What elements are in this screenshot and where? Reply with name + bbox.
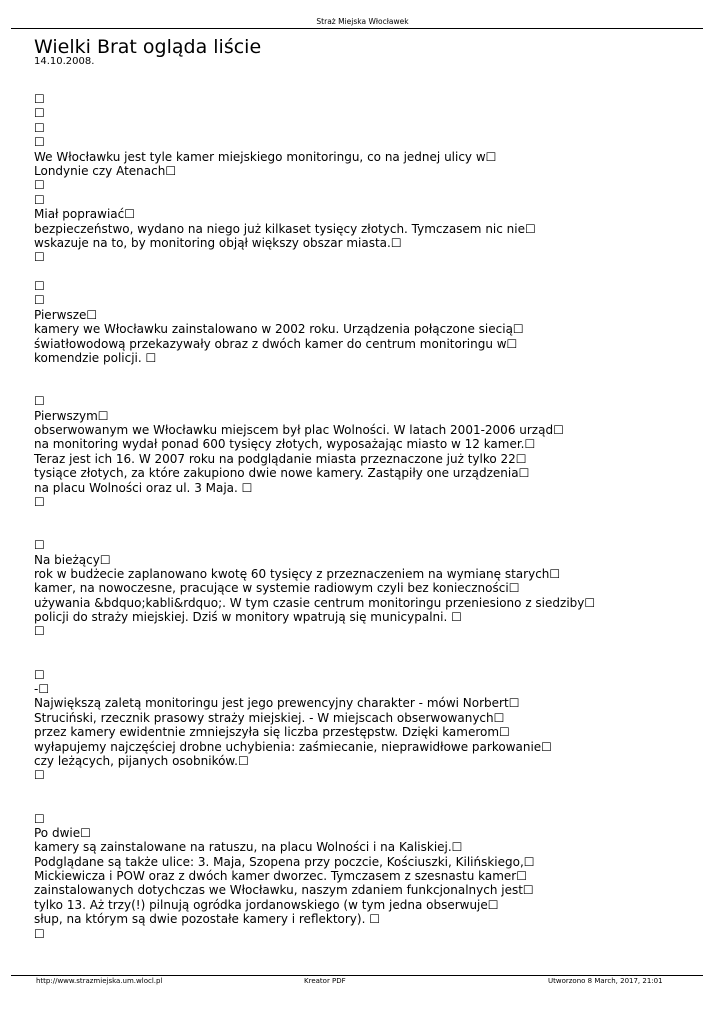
body-line: komendzie policji. ☐ [34,351,157,366]
body-line [34,653,704,667]
body-line: ☐ [34,811,45,826]
body-line: ☐ [34,250,45,265]
body-line: światłowodową przekazywały obraz z dwóch kamer do centrum monitoringu w☐ [34,336,518,351]
body-line: ☐ [34,394,45,409]
body-line: -☐ [34,682,50,697]
footer-url-link[interactable]: http://www.strazmiejska.um.wlocl.pl [36,977,163,985]
body-line: kamery są zainstalowane na ratuszu, na placu Wolności i na Kaliskiej.☐ [34,840,463,855]
body-line: tylko 13. Aż trzy(!) pilnują ogródka jordanowskiego (w tym jedna obserwuje☐ [34,897,499,912]
body-line: wyłapujemy najczęściej drobne uchybienia: zaśmiecanie, nieprawidłowe parkowanie☐ [34,739,552,754]
body-line: Struciński, rzecznik prasowy straży miejskiej. - W miejscach obserwowanych☐ [34,710,505,725]
body-line [34,783,704,797]
body-line [34,639,704,653]
body-line: Teraz jest ich 16. W 2007 roku na podglądanie miasta przeznaczone już tylko 22☐ [34,451,527,466]
body-line: ☐ [34,279,45,294]
article-date: 14.10.2008. [34,56,95,67]
body-line: Londynie czy Atenach☐ [34,163,177,178]
body-line: ☐ [34,192,45,207]
body-line: Największą zaletą monitoringu jest jego prewencyjny charakter - mówi Norbert☐ [34,696,520,711]
footer-creator: Kreator PDF [304,977,346,985]
body-line: ☐ [34,92,45,106]
body-line [34,524,704,538]
body-line: ☐ [34,667,45,682]
body-line: zainstalowanych dotychczas we Włocławku, naszym zdaniem funkcjonalnych jest☐ [34,883,534,898]
footer-created-date: Utworzono 8 March, 2017, 21:01 [548,977,663,985]
body-line: ☐ [34,293,45,308]
body-line: ☐ [34,624,45,639]
body-line: policji do straży miejskiej. Dziś w monitory wpatrują się municypalni. ☐ [34,610,462,625]
body-line: przez kamery ewidentnie zmniejszyła się liczba przestępstw. Dzięki kamerom☐ [34,725,510,740]
body-line: Podglądane są także ulice: 3. Maja, Szopena przy poczcie, Kościuszki, Kilińskiego,☐ [34,854,535,869]
header-divider [11,28,703,29]
body-line [34,365,704,379]
body-line: ☐ [34,768,45,783]
body-line: Po dwie☐ [34,825,91,840]
footer-divider [11,975,703,976]
body-line: Pierwszym☐ [34,408,109,423]
body-line: ☐ [34,106,45,121]
site-header: Straż Miejska Włocławek [316,17,409,26]
body-line: czy leżących, pijanych osobników.☐ [34,753,249,768]
article-body [34,92,704,941]
body-line: używania &bdquo;kabli&rdquo;. W tym czasie centrum monitoringu przeniesiono z siedziby☐ [34,595,596,610]
body-line: Na bieżący☐ [34,552,111,567]
body-line: kamer, na nowoczesne, pracujące w systemie radiowym czyli bez konieczności☐ [34,581,520,596]
body-line: ☐ [34,538,45,553]
body-line: We Włocławku jest tyle kamer miejskiego monitoringu, co na jednej ulicy w☐ [34,149,497,164]
body-line: słup, na którym są dwie pozostałe kamery i reflektory). ☐ [34,912,380,927]
body-line: Miał poprawiać☐ [34,207,135,222]
body-line: na monitoring wydał ponad 600 tysięcy złotych, wyposażając miasto w 12 kamer.☐ [34,437,536,452]
body-line: Pierwsze☐ [34,307,98,322]
body-line: tysiące złotych, za które zakupiono dwie nowe kamery. Zastąpiły one urządzenia☐ [34,466,530,481]
body-line: ☐ [34,135,45,150]
body-line: Mickiewicza i POW oraz z dwóch kamer dworzec. Tymczasem z szesnastu kamer☐ [34,869,527,884]
body-line: ☐ [34,178,45,193]
body-line [34,265,704,279]
article-title: Wielki Brat ogląda liście [34,36,262,58]
body-line: wskazuje na to, by monitoring objął większy obszar miasta.☐ [34,235,402,250]
body-line [34,380,704,394]
body-line [34,509,704,523]
body-line: ☐ [34,120,45,135]
body-line: ☐ [34,494,45,509]
body-line: ☐ [34,926,45,941]
body-line: na placu Wolności oraz ul. 3 Maja. ☐ [34,480,253,495]
body-line: rok w budżecie zaplanowano kwotę 60 tysięcy z przeznaczeniem na wymianę starych☐ [34,566,561,581]
body-line: kamery we Włocławku zainstalowano w 2002 roku. Urządzenia połączone siecią☐ [34,322,524,337]
body-line: obserwowanym we Włocławku miejscem był plac Wolności. W latach 2001-2006 urząd☐ [34,422,564,437]
body-line [34,797,704,811]
body-line: bezpieczeństwo, wydano na niego już kilkaset tysięcy złotych. Tymczasem nic nie☐ [34,221,536,236]
